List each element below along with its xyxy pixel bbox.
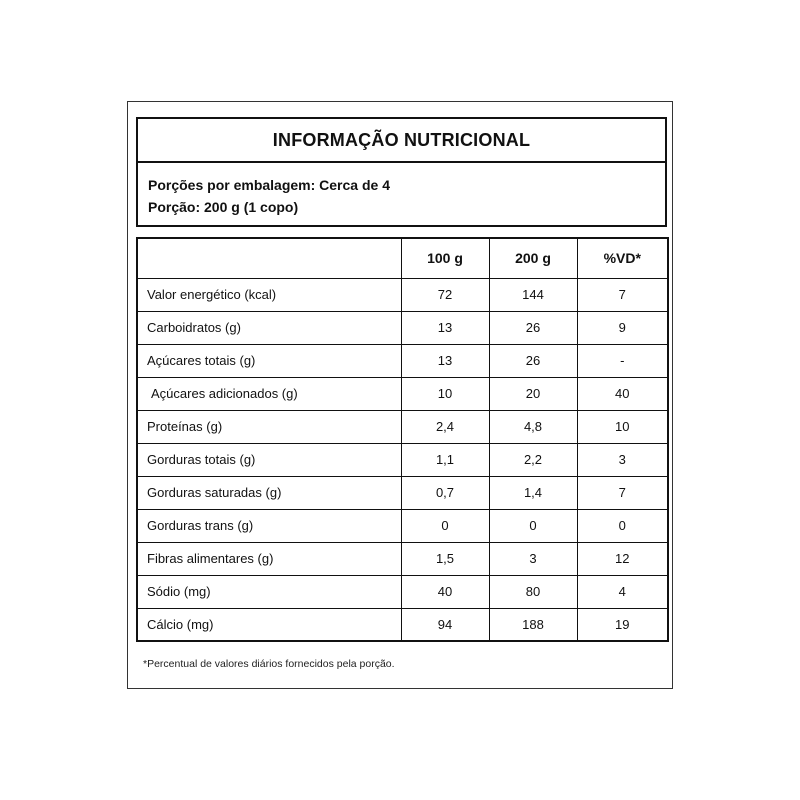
footnote: *Percentual de valores diários fornecidos pela porção.	[143, 658, 395, 670]
row-label: Fibras alimentares (g)	[137, 542, 401, 575]
row-value-100g: 2,4	[401, 410, 489, 443]
header-100g: 100 g	[401, 238, 489, 278]
nutrition-title	[136, 117, 667, 163]
row-value-200g: 20	[489, 377, 577, 410]
nutrition-table	[136, 237, 669, 642]
row-label: Gorduras saturadas (g)	[137, 476, 401, 509]
table-row	[137, 278, 668, 311]
row-value-200g: 3	[489, 542, 577, 575]
portion-info	[136, 161, 667, 227]
row-value-100g: 1,5	[401, 542, 489, 575]
table-row	[137, 410, 668, 443]
table-row	[137, 608, 668, 641]
row-value-vd: 7	[577, 476, 668, 509]
row-value-200g: 80	[489, 575, 577, 608]
table-row	[137, 443, 668, 476]
table-row	[137, 377, 668, 410]
row-value-200g: 0	[489, 509, 577, 542]
row-value-200g: 1,4	[489, 476, 577, 509]
table-row	[137, 509, 668, 542]
row-label: Açúcares adicionados (g)	[137, 377, 401, 410]
row-label: Açúcares totais (g)	[137, 344, 401, 377]
row-value-100g: 10	[401, 377, 489, 410]
row-value-100g: 13	[401, 311, 489, 344]
row-value-200g: 144	[489, 278, 577, 311]
table-row	[137, 575, 668, 608]
portions-per-package: Porções por embalagem: Cerca de 4	[148, 177, 390, 193]
row-value-200g: 2,2	[489, 443, 577, 476]
row-value-vd: 40	[577, 377, 668, 410]
row-value-100g: 0,7	[401, 476, 489, 509]
table-row	[137, 311, 668, 344]
nutrition-title-text: INFORMAÇÃO NUTRICIONAL	[272, 129, 531, 150]
row-value-vd: 0	[577, 509, 668, 542]
row-value-vd: 10	[577, 410, 668, 443]
table-row	[137, 344, 668, 377]
header-vd: %VD*	[577, 238, 668, 278]
row-label: Valor energético (kcal)	[137, 278, 401, 311]
row-value-vd: 3	[577, 443, 668, 476]
row-label: Carboidratos (g)	[137, 311, 401, 344]
row-value-100g: 0	[401, 509, 489, 542]
row-value-vd: -	[577, 344, 668, 377]
table-row	[137, 542, 668, 575]
table-header-row	[137, 238, 668, 278]
row-value-100g: 72	[401, 278, 489, 311]
row-label: Gorduras totais (g)	[137, 443, 401, 476]
row-value-100g: 40	[401, 575, 489, 608]
row-value-vd: 7	[577, 278, 668, 311]
row-label: Proteínas (g)	[137, 410, 401, 443]
header-200g: 200 g	[489, 238, 577, 278]
row-value-100g: 1,1	[401, 443, 489, 476]
row-value-100g: 13	[401, 344, 489, 377]
row-value-vd: 9	[577, 311, 668, 344]
row-value-200g: 26	[489, 344, 577, 377]
row-value-vd: 19	[577, 608, 668, 641]
row-value-200g: 4,8	[489, 410, 577, 443]
header-nutrient	[137, 238, 401, 278]
row-value-200g: 188	[489, 608, 577, 641]
row-value-100g: 94	[401, 608, 489, 641]
row-value-vd: 12	[577, 542, 668, 575]
row-value-vd: 4	[577, 575, 668, 608]
row-value-200g: 26	[489, 311, 577, 344]
table-row	[137, 476, 668, 509]
serving-size: Porção: 200 g (1 copo)	[148, 199, 299, 215]
row-label: Gorduras trans (g)	[137, 509, 401, 542]
row-label: Sódio (mg)	[137, 575, 401, 608]
row-label: Cálcio (mg)	[137, 608, 401, 641]
